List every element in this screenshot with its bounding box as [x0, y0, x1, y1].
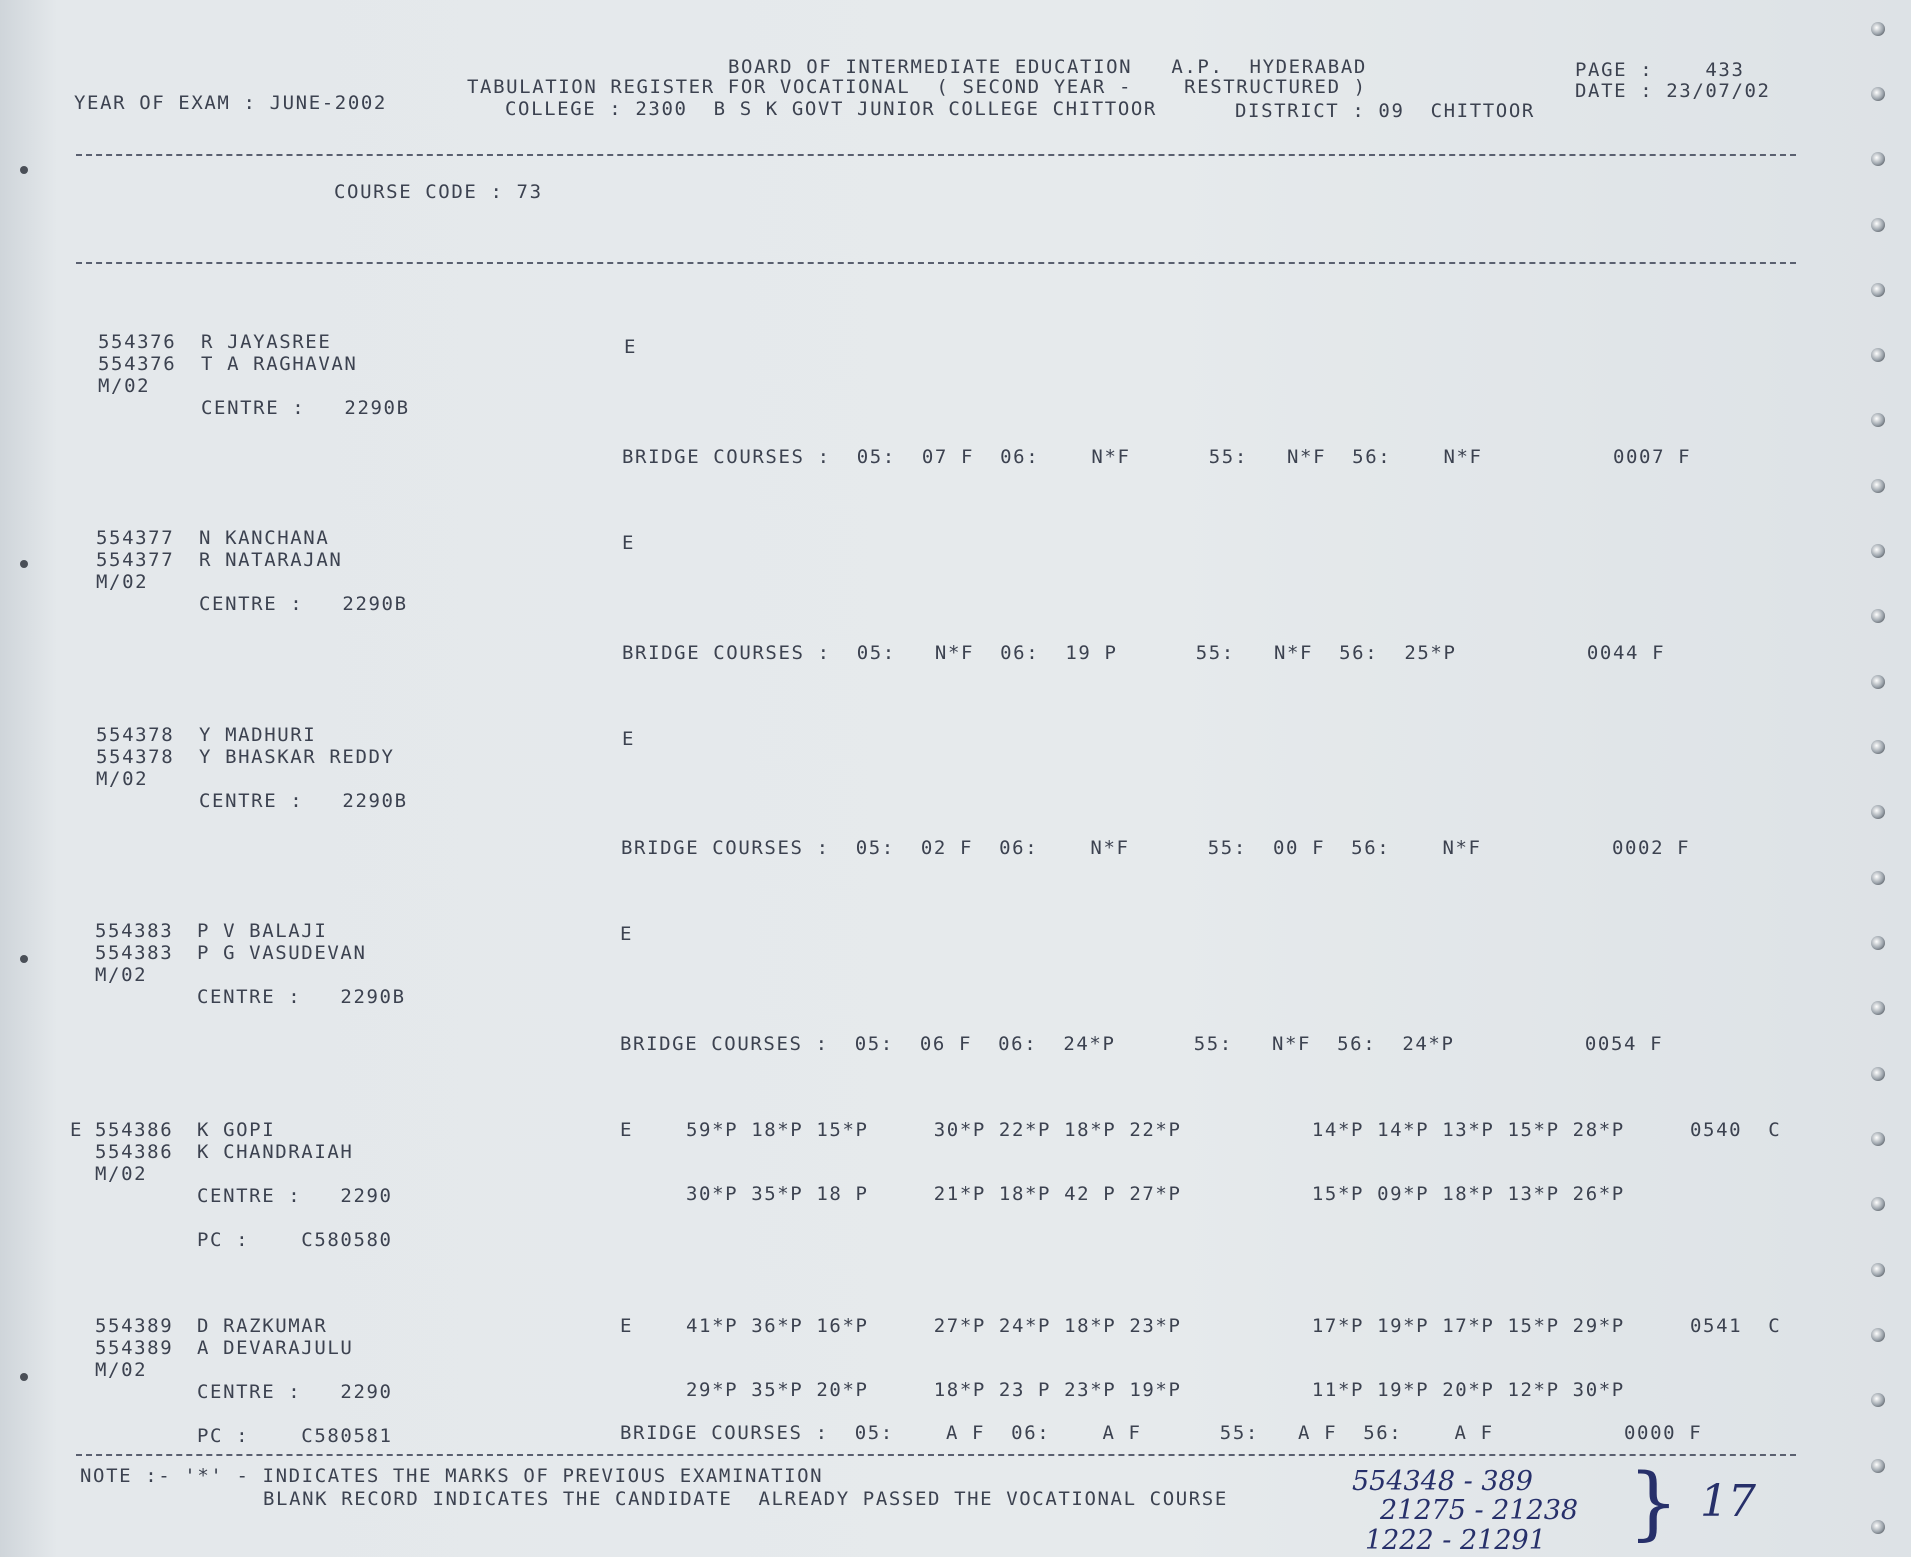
- note-line: BLANK RECORD INDICATES THE CANDIDATE ALREADY PASSED THE VOCATIONAL COURSE: [263, 1488, 1228, 1510]
- exam-month: M/02: [95, 1359, 148, 1381]
- handwritten-total: 17: [1700, 1476, 1756, 1527]
- bridge-courses: BRIDGE COURSES : 05: 06 F 06: 24*P 55: N*F 56: 24*P 0054 F: [620, 1033, 1664, 1055]
- college-info: COLLEGE : 2300 B S K GOVT JUNIOR COLLEGE CHITTOOR: [505, 98, 1157, 120]
- bridge-courses: BRIDGE COURSES : 05: A F 06: A F 55: A F 56: A F 0000 F: [620, 1422, 1703, 1444]
- father-name: A DEVARAJULU: [197, 1337, 354, 1359]
- medium: E: [622, 728, 636, 750]
- roll-number: 554376: [98, 353, 177, 375]
- section-rule: [76, 262, 1796, 264]
- roll-number: 554377: [96, 527, 175, 549]
- result-flag: E: [70, 1119, 84, 1141]
- note-line: NOTE :- '*' - INDICATES THE MARKS OF PREVIOUS EXAMINATION: [80, 1465, 824, 1487]
- board-title: BOARD OF INTERMEDIATE EDUCATION A.P. HYDERABAD: [728, 56, 1367, 78]
- roll-number: 554389: [95, 1337, 174, 1359]
- centre-code: CENTRE : 2290B: [201, 397, 410, 419]
- year-of-exam: YEAR OF EXAM : JUNE-2002: [74, 92, 387, 114]
- bridge-courses: BRIDGE COURSES : 05: 07 F 06: N*F 55: N*F 56: N*F 0007 F: [622, 446, 1692, 468]
- roll-number: 554377: [96, 549, 175, 571]
- medium: E: [622, 532, 636, 554]
- father-name: P G VASUDEVAN: [197, 942, 367, 964]
- handwritten-note: 21275 - 21238: [1380, 1495, 1579, 1526]
- marks-row: 30*P 35*P 18 P 21*P 18*P 42 P 27*P 15*P 09*P 18*P 13*P 26*P: [686, 1183, 1625, 1205]
- centre-code: CENTRE : 2290: [197, 1185, 393, 1207]
- medium: E: [624, 336, 638, 358]
- roll-number: 554378: [96, 724, 175, 746]
- handwritten-brace: }: [1628, 1456, 1679, 1549]
- roll-number: 554383: [95, 942, 174, 964]
- centre-code: CENTRE : 2290B: [199, 790, 408, 812]
- print-date: DATE : 23/07/02: [1575, 80, 1771, 102]
- father-name: T A RAGHAVAN: [201, 353, 358, 375]
- roll-number: 554383: [95, 920, 174, 942]
- pc-code: PC : C580581: [197, 1425, 393, 1447]
- roll-number: 554378: [96, 746, 175, 768]
- exam-month: M/02: [96, 571, 149, 593]
- marks-row: 29*P 35*P 20*P 18*P 23 P 23*P 19*P 11*P 19*P 20*P 12*P 30*P: [686, 1379, 1625, 1401]
- exam-month: M/02: [95, 964, 148, 986]
- page-number: PAGE : 433: [1575, 59, 1745, 81]
- footer-rule: [76, 1454, 1796, 1456]
- centre-code: CENTRE : 2290: [197, 1381, 393, 1403]
- exam-month: M/02: [95, 1163, 148, 1185]
- roll-number: 554376: [98, 331, 177, 353]
- handwritten-note: 1222 - 21291: [1365, 1525, 1546, 1556]
- handwritten-note: 554348 - 389: [1352, 1466, 1533, 1497]
- father-name: Y BHASKAR REDDY: [199, 746, 395, 768]
- candidate-name: D RAZKUMAR: [197, 1315, 328, 1337]
- exam-month: M/02: [98, 375, 151, 397]
- candidate-name: P V BALAJI: [197, 920, 328, 942]
- candidate-name: R JAYASREE: [201, 331, 332, 353]
- bridge-courses: BRIDGE COURSES : 05: 02 F 06: N*F 55: 00 F 56: N*F 0002 F: [621, 837, 1691, 859]
- father-name: R NATARAJAN: [199, 549, 343, 571]
- register-title: TABULATION REGISTER FOR VOCATIONAL ( SECOND YEAR - RESTRUCTURED ): [467, 76, 1367, 98]
- candidate-name: N KANCHANA: [199, 527, 330, 549]
- header-rule: [76, 154, 1796, 156]
- exam-month: M/02: [96, 768, 149, 790]
- marks-row: 41*P 36*P 16*P 27*P 24*P 18*P 23*P 17*P 19*P 17*P 15*P 29*P 0541 C: [686, 1315, 1782, 1337]
- centre-code: CENTRE : 2290B: [197, 986, 406, 1008]
- medium: E: [620, 1315, 634, 1337]
- pc-code: PC : C580580: [197, 1229, 393, 1251]
- bridge-courses: BRIDGE COURSES : 05: N*F 06: 19 P 55: N*F 56: 25*P 0044 F: [622, 642, 1666, 664]
- roll-number: 554386: [95, 1141, 174, 1163]
- father-name: K CHANDRAIAH: [197, 1141, 354, 1163]
- marks-row: 59*P 18*P 15*P 30*P 22*P 18*P 22*P 14*P 14*P 13*P 15*P 28*P 0540 C: [686, 1119, 1782, 1141]
- candidate-name: Y MADHURI: [199, 724, 317, 746]
- candidate-name: K GOPI: [197, 1119, 276, 1141]
- roll-number: 554386: [95, 1119, 174, 1141]
- roll-number: 554389: [95, 1315, 174, 1337]
- centre-code: CENTRE : 2290B: [199, 593, 408, 615]
- district-info: DISTRICT : 09 CHITTOOR: [1235, 100, 1535, 122]
- medium: E: [620, 923, 634, 945]
- course-code: COURSE CODE : 73: [334, 181, 543, 203]
- medium: E: [620, 1119, 634, 1141]
